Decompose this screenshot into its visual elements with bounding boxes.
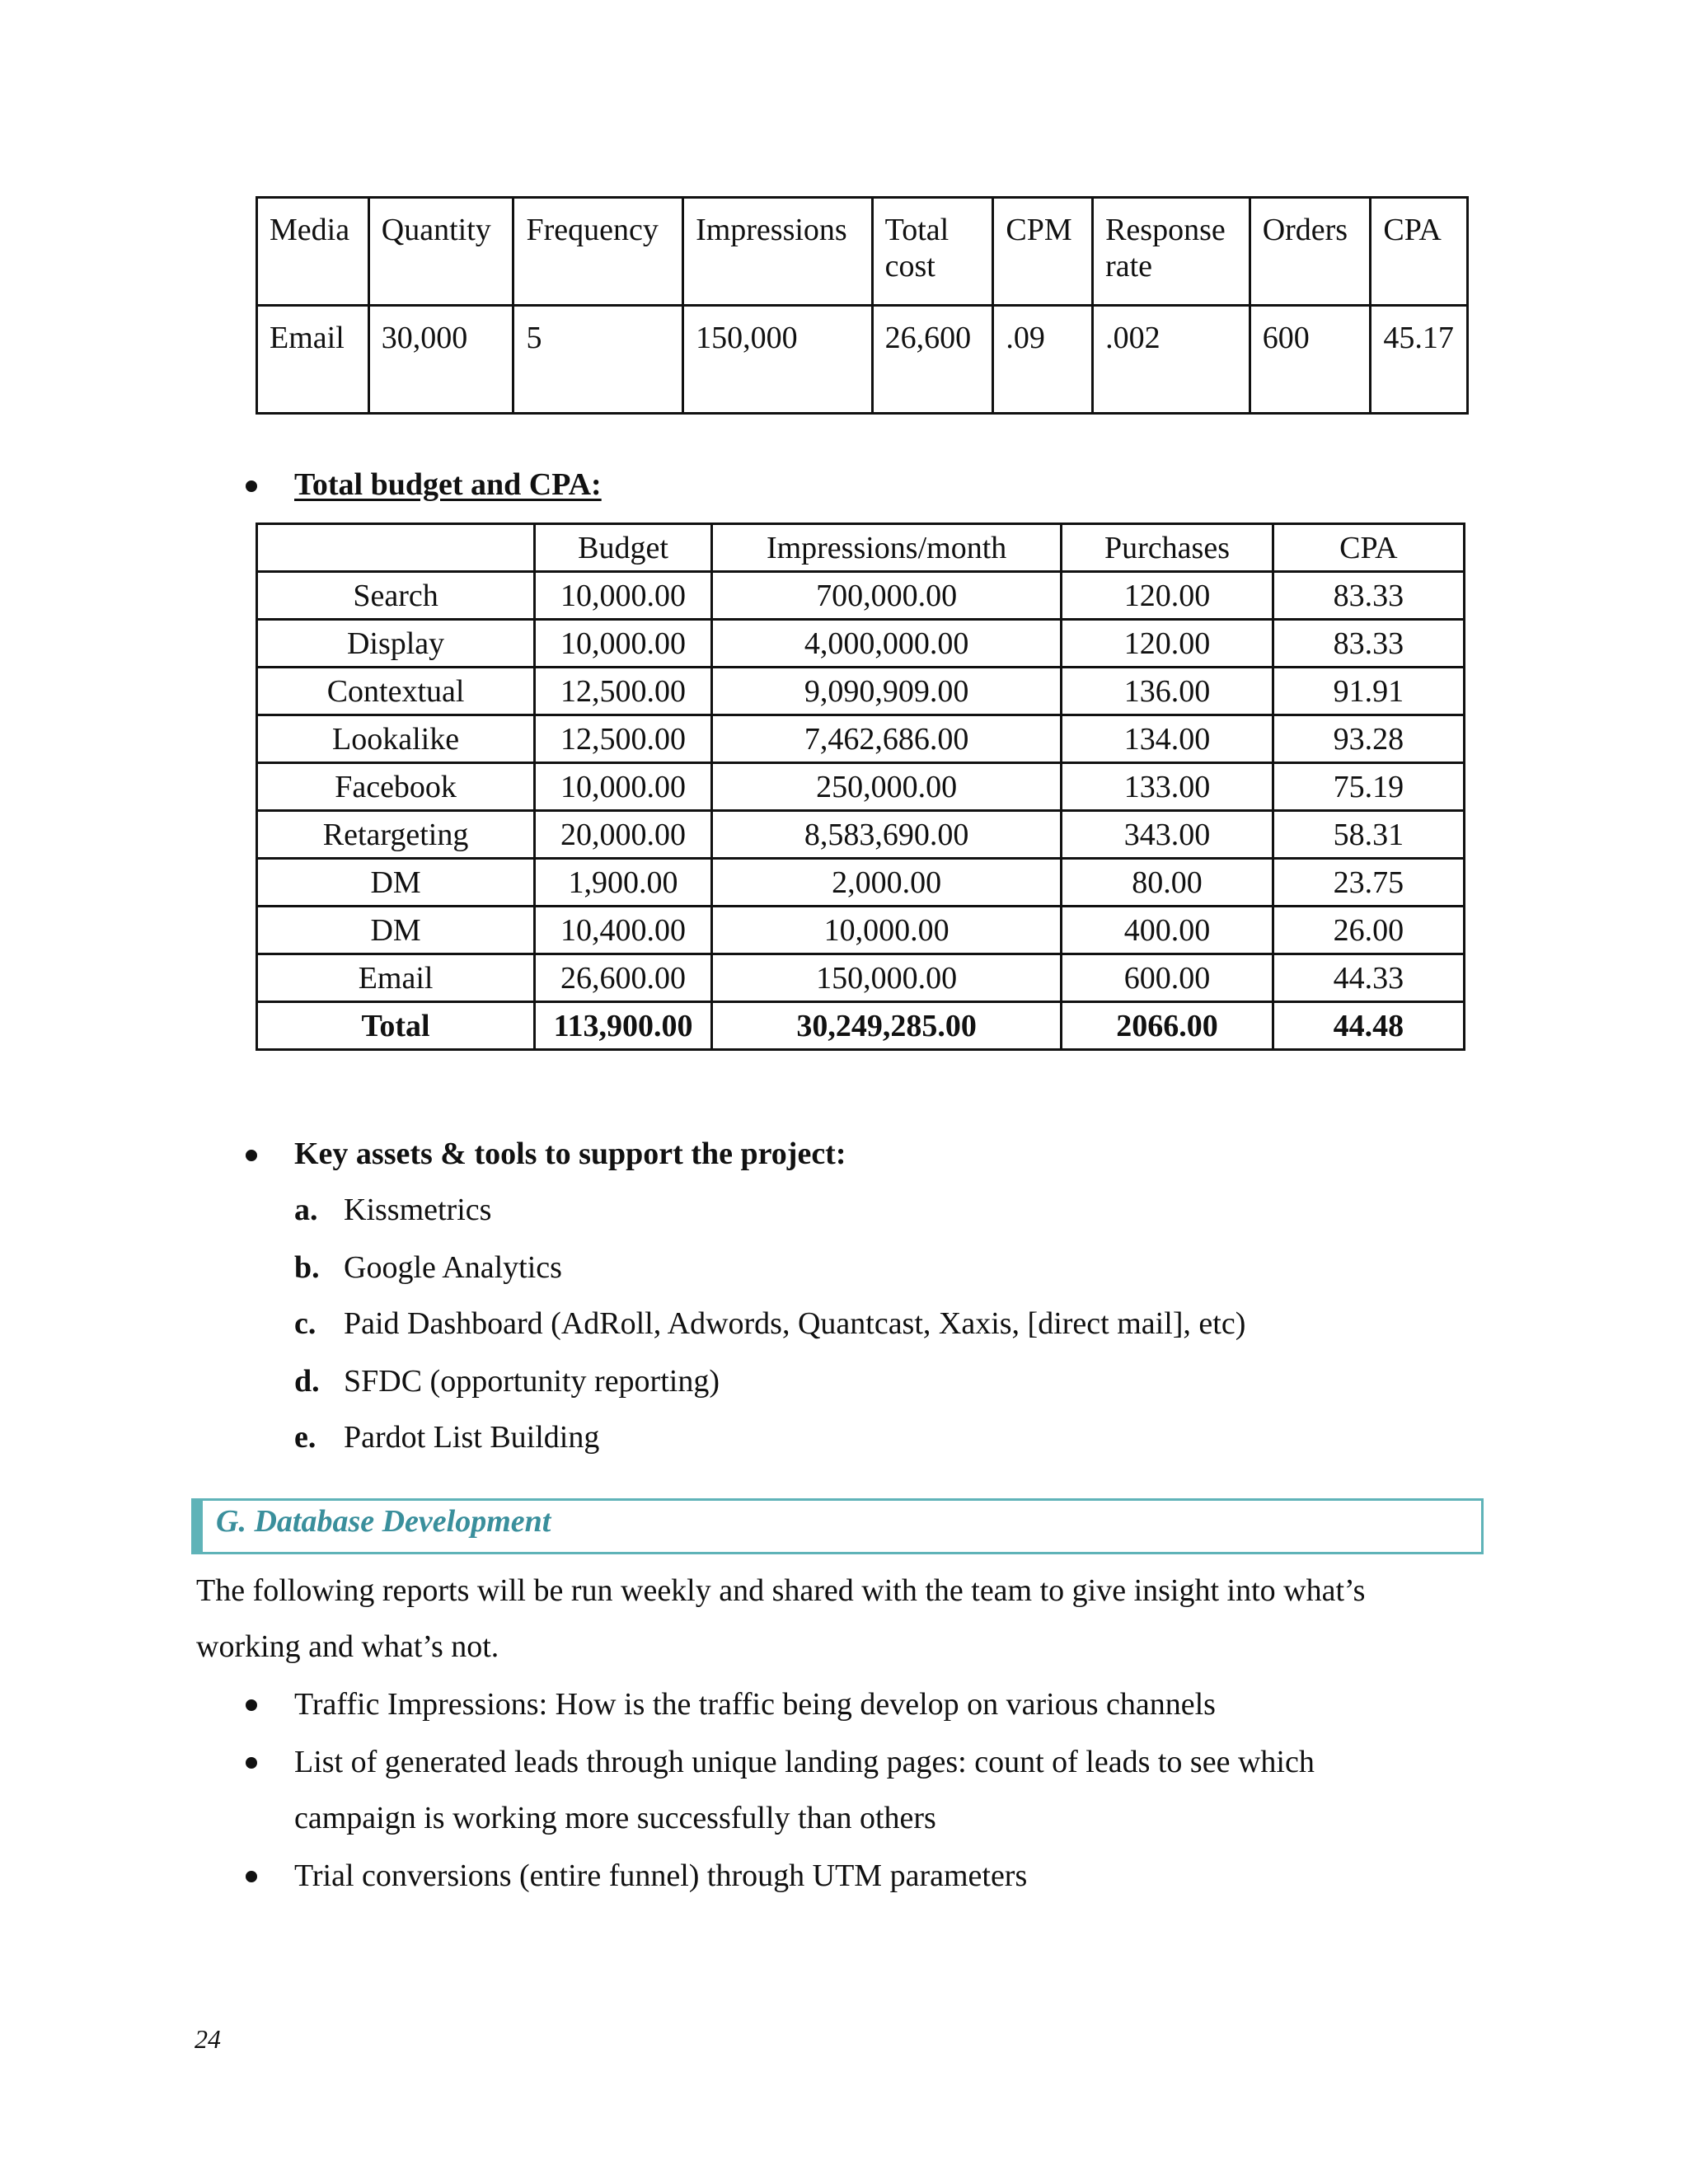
budget-cell: 12,500.00 (535, 668, 712, 715)
assets-heading: Key assets & tools to support the project: (294, 1137, 846, 1171)
channel-cell: Facebook (257, 763, 535, 811)
list-item-text: Pardot List Building (344, 1420, 600, 1455)
cell: .002 (1093, 306, 1250, 414)
total-cpa-cell: 44.48 (1273, 1002, 1464, 1050)
total-row (257, 1002, 1465, 1050)
header-cell: Total cost (872, 198, 993, 306)
budget-table-header-row (257, 524, 1465, 572)
header-cell: Frequency (513, 198, 683, 306)
budget-cell: 12,500.00 (535, 715, 712, 763)
header-cell: CPA (1273, 524, 1464, 572)
channel-cell: DM (257, 859, 535, 907)
list-item-text: Paid Dashboard (AdRoll, Adwords, Quantcast, Xaxis, [direct mail], etc) (344, 1306, 1246, 1341)
cpa-cell: 91.91 (1273, 668, 1464, 715)
cell: 30,000 (368, 306, 513, 414)
total-purchases-cell: 2066.00 (1062, 1002, 1273, 1050)
channel-cell: Search (257, 572, 535, 620)
channel-cell: Display (257, 620, 535, 668)
channel-cell: DM (257, 907, 535, 954)
page-number: 24 (195, 2024, 221, 2054)
report-item-continued: campaign is working more successfully than others (294, 1801, 936, 1835)
cell: 600 (1250, 306, 1371, 414)
purchases-cell: 600.00 (1062, 954, 1273, 1002)
section-title: G. Database Development (216, 1504, 551, 1539)
table-row (257, 763, 1465, 811)
cpa-cell: 83.33 (1273, 572, 1464, 620)
list-item (294, 1192, 491, 1228)
list-item (294, 1419, 599, 1455)
list-item (294, 1249, 562, 1286)
budget-cell: 10,000.00 (535, 620, 712, 668)
impressions-cell: 7,462,686.00 (711, 715, 1061, 763)
media-table-header-row (257, 198, 1468, 306)
header-cell: CPM (993, 198, 1093, 306)
budget-heading: Total budget and CPA: (294, 467, 602, 502)
channel-cell: Contextual (257, 668, 535, 715)
budget-cell: 26,600.00 (535, 954, 712, 1002)
purchases-cell: 120.00 (1062, 572, 1273, 620)
cpa-cell: 26.00 (1273, 907, 1464, 954)
header-cell: Media (257, 198, 369, 306)
bullet-icon (246, 480, 257, 492)
impressions-cell: 9,090,909.00 (711, 668, 1061, 715)
cpa-cell: 44.33 (1273, 954, 1464, 1002)
budget-cell: 10,000.00 (535, 572, 712, 620)
budget-cell: 20,000.00 (535, 811, 712, 859)
cpa-cell: 58.31 (1273, 811, 1464, 859)
impressions-cell: 150,000.00 (711, 954, 1061, 1002)
budget-cell: 10,000.00 (535, 763, 712, 811)
impressions-cell: 700,000.00 (711, 572, 1061, 620)
report-item: List of generated leads through unique landing pages: count of leads to see which (294, 1745, 1315, 1779)
impressions-cell: 2,000.00 (711, 859, 1061, 907)
cpa-cell: 93.28 (1273, 715, 1464, 763)
header-cell: Purchases (1062, 524, 1273, 572)
list-item-label: e. (294, 1420, 316, 1455)
impressions-cell: 8,583,690.00 (711, 811, 1061, 859)
header-cell: Budget (535, 524, 712, 572)
cpa-cell: 23.75 (1273, 859, 1464, 907)
budget-cell: 10,400.00 (535, 907, 712, 954)
impressions-cell: 4,000,000.00 (711, 620, 1061, 668)
intro-text-line-1: The following reports will be run weekly and shared with the team to give insight into what’s (196, 1573, 1366, 1608)
budget-cell: 1,900.00 (535, 859, 712, 907)
cpa-cell: 75.19 (1273, 763, 1464, 811)
total-impressions-cell: 30,249,285.00 (711, 1002, 1061, 1050)
list-item-label: d. (294, 1364, 320, 1399)
header-cell: Impressions (683, 198, 873, 306)
list-item (294, 1363, 720, 1399)
header-cell: Impressions/month (711, 524, 1061, 572)
table-row (257, 907, 1465, 954)
list-item-text: SFDC (opportunity reporting) (344, 1364, 720, 1399)
purchases-cell: 343.00 (1062, 811, 1273, 859)
cpa-cell: 83.33 (1273, 620, 1464, 668)
impressions-cell: 250,000.00 (711, 763, 1061, 811)
purchases-cell: 120.00 (1062, 620, 1273, 668)
purchases-cell: 400.00 (1062, 907, 1273, 954)
table-row (257, 572, 1465, 620)
list-item-text: Kissmetrics (344, 1193, 492, 1227)
media-table-row (257, 306, 1468, 414)
bullet-icon (246, 1757, 257, 1769)
report-item: Traffic Impressions: How is the traffic being develop on various channels (294, 1687, 1216, 1722)
cell: 5 (513, 306, 683, 414)
purchases-cell: 133.00 (1062, 763, 1273, 811)
table-row (257, 620, 1465, 668)
cell: 26,600 (872, 306, 993, 414)
total-label-cell: Total (257, 1002, 535, 1050)
list-item-label: a. (294, 1193, 318, 1227)
header-cell: Response rate (1093, 198, 1250, 306)
channel-cell: Retargeting (257, 811, 535, 859)
list-item-label: c. (294, 1306, 316, 1341)
header-cell (257, 524, 535, 572)
table-row (257, 859, 1465, 907)
list-item-text: Google Analytics (344, 1250, 562, 1285)
list-item-label: b. (294, 1250, 320, 1285)
purchases-cell: 136.00 (1062, 668, 1273, 715)
table-row (257, 954, 1465, 1002)
cell: 45.17 (1371, 306, 1468, 414)
channel-cell: Lookalike (257, 715, 535, 763)
purchases-cell: 80.00 (1062, 859, 1273, 907)
header-cell: CPA (1371, 198, 1468, 306)
bullet-icon (246, 1150, 257, 1161)
media-table (256, 196, 1469, 415)
budget-table (256, 523, 1465, 1051)
intro-text-line-2: working and what’s not. (196, 1629, 499, 1664)
bullet-icon (246, 1871, 257, 1882)
table-row (257, 668, 1465, 715)
list-item (294, 1305, 1245, 1342)
channel-cell: Email (257, 954, 535, 1002)
table-row (257, 811, 1465, 859)
cell: 150,000 (683, 306, 873, 414)
impressions-cell: 10,000.00 (711, 907, 1061, 954)
header-cell: Quantity (368, 198, 513, 306)
purchases-cell: 134.00 (1062, 715, 1273, 763)
cell: Email (257, 306, 369, 414)
cell: .09 (993, 306, 1093, 414)
section-heading-accent (191, 1498, 203, 1554)
total-budget-cell: 113,900.00 (535, 1002, 712, 1050)
report-item: Trial conversions (entire funnel) through UTM parameters (294, 1858, 1028, 1893)
bullet-icon (246, 1699, 257, 1711)
table-row (257, 715, 1465, 763)
header-cell: Orders (1250, 198, 1371, 306)
